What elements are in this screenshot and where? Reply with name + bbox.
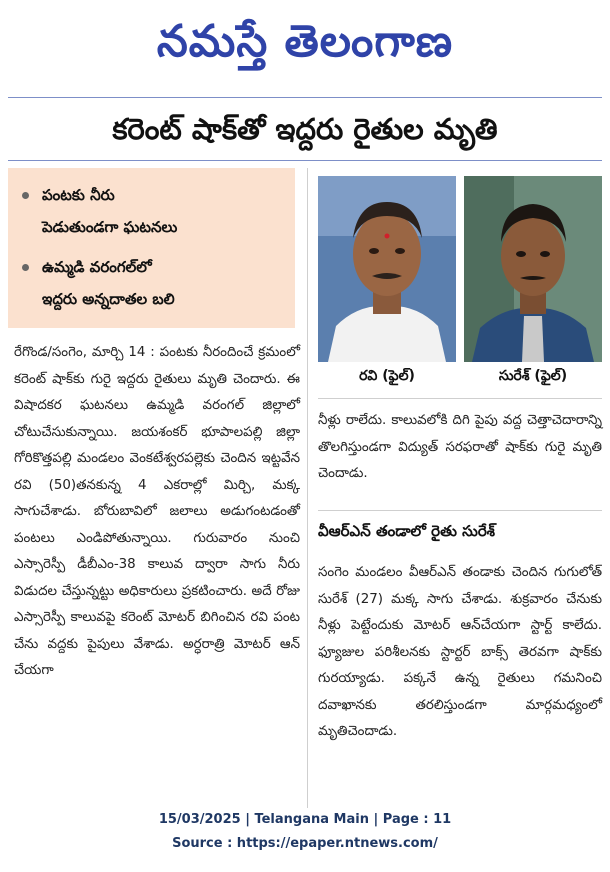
headline: కరెంట్ షాక్‌తో ఇద్దరు రైతుల మృతి [112,112,498,146]
headline-rule [8,160,602,161]
article-body-right-bottom: సంగెం మండలం వీఆర్ఎన్ తండాకు చెందిన గుగులోత్ సురేశ్ (27) మక్క సాగు చేశాడు. శుక్రవారం చేనుకు నీళ్లు పెట్టేందుకు మోటర్ ఆన్‌చేయగా స్టార్ట్ కాలేదు. ఫ్యూజుల పరిశీలనకు స్టార్టర్ బాక్స్ తెరవగా షాక్‌కు గురయ్యాడు. పక్కనే ఉన్న రైతులు గమనించి దవాఖానకు తరలిస్తుండగా మార్గమధ్యంలో మృతిచెందాడు. [318,565,602,739]
bullet-icon [22,192,29,199]
article-body-right-top: నీళ్లు రాలేదు. కాలువలోకి దిగి పైపు వద్ద చెత్తాచెదారాన్ని తొలగిస్తుండగా విద్యుత్ సరఫరాతో షాక్‌కు గురై మృతి చెందాడు. [318,413,602,481]
bullet-icon [22,264,29,271]
footer-source: Source : https://epaper.ntnews.com/ [172,836,438,851]
masthead-rule [8,97,602,98]
subheading: వీఆర్ఎన్ తండాలో రైతు సురేశ్ [318,522,496,540]
subhead-rule [318,510,602,511]
highlight-line: పెడుతుండగా ఘటనలు [42,218,178,236]
article-body-left: రేగొండ/సంగెం, మార్చి 14 : పంటకు నీరందించే క్రమంలో కరెంట్ షాక్‌కు గురై ఇద్దరు రైతులు మృతి చెందారు. ఈ విషాదకర ఘటనలు ఉమ్మడి వరంగల్ జిల్లాలో చోటుచేసుకున్నాయి. జయశంకర్ భూపాలపల్లి జిల్లా గోరికొత్తపల్లి మండలం వెంకటేశ్వరపల్లెకు చెందిన ఇట్టవేన రవి (50)తనకున్న 4 ఎకరాల్లో మిర్చి, మక్క సాగుచేశాడు. బోరుబావిలో జలాలు అడుగంటడంతో పంటలు ఎండిపోతున్నాయి. గురువారం నుంచి ఎస్సారెస్పీ డీబీఎం-38 కాలువ ద్వారా సాగు నీరు విడుదల చేస్తున్నట్టు అధికారులు ప్రకటించారు. అదే రోజు ఎస్సారెస్పీ కాలువపై కరెంట్ మోటర్ బిగించిన రవి పంట చేను వద్దకు పైపులు వేశాడు. అర్ధరాత్రి మోటర్ ఆన్ చేయగా [14,345,300,678]
photo-suresh [464,176,602,362]
column-divider [307,168,308,808]
photo-caption: సురేశ్ (ఫైల్) [498,368,568,384]
photo-caption: రవి (ఫైల్) [359,368,415,384]
masthead: నమస్తే తెలంగాణ [156,16,454,67]
highlight-line: ఉమ్మడి వరంగల్‌లో [42,258,152,276]
highlight-line: ఇద్దరు అన్నదాతల బలి [42,290,175,308]
caption-rule [318,398,602,399]
footer-edition: 15/03/2025 | Telangana Main | Page : 11 [158,812,452,827]
highlight-line: పంటకు నీరు [42,186,115,204]
photo-ravi [318,176,456,362]
highlights-box [8,168,295,328]
